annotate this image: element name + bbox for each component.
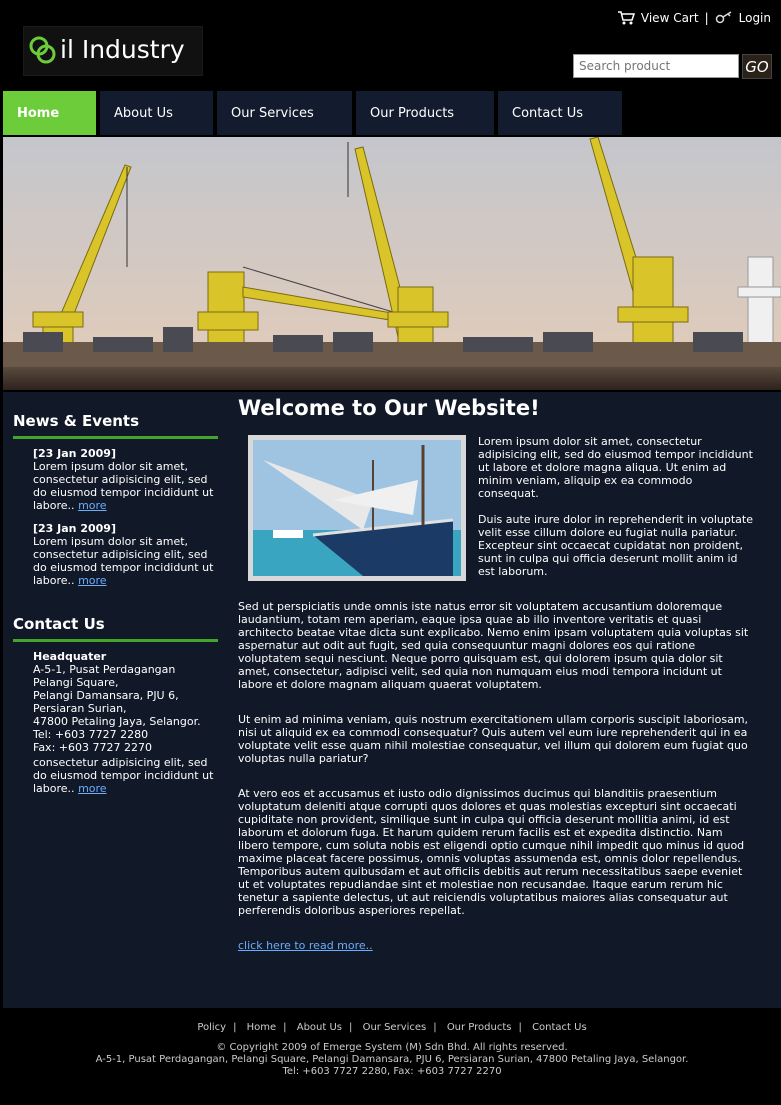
news-item: [33, 447, 218, 512]
key-icon[interactable]: [715, 10, 733, 26]
news-list: [13, 447, 218, 587]
footer-link-about-us[interactable]: About Us: [296, 1022, 343, 1033]
nav-contact-us[interactable]: Contact Us: [498, 91, 622, 135]
site-logo[interactable]: [23, 26, 203, 76]
footer-separator: |: [349, 1022, 353, 1033]
footer-link-contact-us[interactable]: Contact Us: [532, 1022, 587, 1033]
body-paragraph-3: Sed ut perspiciatis unde omnis iste natus error sit voluptatem accusantium doloremque laudantium, totam rem aperiam, eaque ipsa quae ab illo inventore veritatis et quasi architecto beatae vitae dicta sunt explicabo. Nemo enim ipsam voluptatem quia voluptas sit aspernatur aut odit aut fugit, sed quia consequuntur magni dolores eos qui ratione voluptatem sequi nesciunt. Neque porro quisquam est, qui dolorem ipsum quia dolor sit amet, consectetur, adipisci velit, sed quia non numquam eius modi tempora incidunt ut labore et dolore magnam aliquam quaerat voluptatem.: [238, 600, 749, 691]
intro-paragraph-2: Duis aute irure dolor in reprehenderit in voluptate velit esse cillum dolore eu fugiat nulla pariatur. Excepteur sint occaecat cupidatat non proident, sunt in culpa qui officia deserunt mollit anim id est laborum.: [478, 513, 753, 578]
news-more-link[interactable]: more: [78, 574, 107, 587]
nav-about-us[interactable]: About Us: [100, 91, 213, 135]
login-link[interactable]: Login: [738, 11, 771, 25]
contact-address-line: Pelangi Damansara, PJU 6,: [33, 689, 179, 702]
contact-address-line: A-5-1, Pusat Perdagangan: [33, 663, 176, 676]
footer-link-our-products[interactable]: Our Products: [446, 1022, 512, 1033]
read-more-link[interactable]: click here to read more..: [238, 939, 373, 952]
footer-separator: |: [433, 1022, 437, 1033]
nav-our-products[interactable]: Our Products: [356, 91, 494, 135]
view-cart-link[interactable]: View Cart: [640, 11, 699, 25]
news-text: Lorem ipsum dolor sit amet, consectetur adipisicing elit, sed do eiusmod tempor incididunt ut labore..: [33, 535, 214, 587]
main-nav: [3, 91, 626, 135]
contact-us-title: Contact Us: [13, 615, 105, 633]
news-date: [23 Jan 2009]: [33, 447, 116, 460]
footer-nav: [3, 1022, 781, 1034]
top-links: [617, 10, 771, 26]
search-input[interactable]: [573, 54, 739, 78]
footer-link-policy[interactable]: Policy: [197, 1022, 227, 1033]
cart-icon[interactable]: [617, 10, 635, 26]
nav-our-services[interactable]: Our Services: [217, 91, 352, 135]
body-paragraph-4: Ut enim ad minima veniam, quis nostrum exercitationem ullam corporis suscipit laboriosam, nisi ut aliquid ex ea commodi consequatur? Quis autem vel eum iure reprehenderit qui in ea voluptate velit esse quam nihil molestiae consequatur, vel illum qui dolorem eum fugiat quo voluptas nulla pariatur?: [238, 713, 749, 765]
logo-rings-icon: [28, 35, 62, 67]
footer: [3, 1022, 781, 1078]
sidebar: [13, 412, 218, 795]
page: [3, 0, 781, 1105]
contact-address-line: Persiaran Surian,: [33, 702, 127, 715]
hero-image: [3, 137, 781, 390]
footer-separator: |: [283, 1022, 287, 1033]
contact-more-link[interactable]: more: [78, 782, 107, 795]
page-title: Welcome to Our Website!: [238, 396, 540, 420]
logo-text: il Industry: [60, 35, 185, 64]
news-text: Lorem ipsum dolor sit amet, consectetur adipisicing elit, sed do eiusmod tempor incididunt ut labore..: [33, 460, 214, 512]
footer-copyright: © Copyright 2009 of Emerge System (M) Sdn Bhd. All rights reserved.: [216, 1042, 568, 1053]
intro-paragraph-1: Lorem ipsum dolor sit amet, consectetur adipisicing elit, sed do eiusmod tempor incididunt ut labore et dolore magna aliqua. Ut enim ad minim veniam, aliquip ex ea commodo consequat.: [478, 435, 753, 500]
contact-divider: [13, 639, 218, 642]
footer-link-home[interactable]: Home: [246, 1022, 277, 1033]
news-date: [23 Jan 2009]: [33, 522, 116, 535]
sailboat-photo: [248, 435, 466, 581]
news-item: [33, 522, 218, 587]
footer-link-our-services[interactable]: Our Services: [362, 1022, 427, 1033]
contact-tel: Tel: +603 7727 2280: [33, 728, 149, 741]
footer-phone: Tel: +603 7727 2280, Fax: +603 7727 2270: [282, 1066, 502, 1077]
go-button[interactable]: GO: [742, 54, 772, 79]
contact-address-line: Pelangi Square,: [33, 676, 119, 689]
contact-address-line: 47800 Petaling Jaya, Selangor.: [33, 715, 201, 728]
news-events-title: News & Events: [13, 412, 140, 430]
news-divider: [13, 436, 218, 439]
contact-block: [13, 650, 218, 795]
footer-separator: |: [518, 1022, 522, 1033]
contact-fax: Fax: +603 7727 2270: [33, 741, 152, 754]
nav-home[interactable]: Home: [3, 91, 96, 135]
footer-separator: |: [233, 1022, 237, 1033]
footer-address: A-5-1, Pusat Perdagangan, Pelangi Square, Pelangi Damansara, PJU 6, Persiaran Surian, 47800 Petaling Jaya, Selangor.: [95, 1054, 689, 1065]
top-separator: |: [704, 11, 709, 25]
news-more-link[interactable]: more: [78, 499, 107, 512]
content-area: [3, 392, 781, 1008]
contact-heading: Headquater: [33, 650, 107, 663]
body-paragraph-5: At vero eos et accusamus et iusto odio dignissimos ducimus qui blanditiis praesentium voluptatum deleniti atque corrupti quos dolores et quas molestias excepturi sint occaecati cupiditate non provident, similique sunt in culpa qui officia deserunt mollitia animi, id est laborum et dolorum fuga. Et harum quidem rerum facilis est et expedita distinctio. Nam libero tempore, cum soluta nobis est eligendi optio cumque nihil impedit quo minus id quod maxime placeat facere possimus, omnis voluptas assumenda est, omnis dolor repellendus. Temporibus autem quibusdam et aut officiis debitis aut rerum necessitatibus saepe eveniet ut et voluptates repudiandae sint et molestiae non recusandae. Itaque earum rerum hic tenetur a sapiente delectus, ut aut reiciendis voluptatibus maiores alias consequatur aut perferendis doloribus asperiores repellat.: [238, 787, 745, 917]
main-column: [238, 396, 753, 952]
contact-text: consectetur adipisicing elit, sed do eiusmod tempor incididunt ut labore..: [33, 756, 214, 795]
